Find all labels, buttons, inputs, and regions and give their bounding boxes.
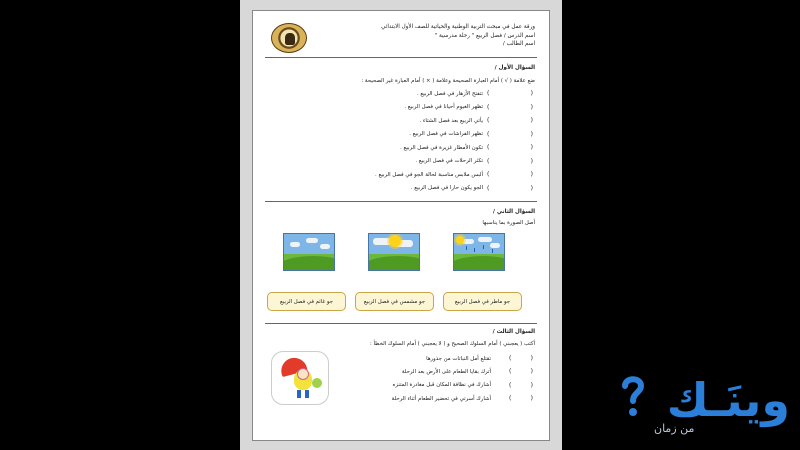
sunny-scene-image[interactable] [283,233,335,271]
list-item: ( ) أشارك أسرتي في تحضير الطعام أثناء الرحلة [391,395,533,403]
answer-brackets[interactable]: ( ) [487,144,533,152]
answer-brackets[interactable]: ( ) [487,117,533,125]
school-emblem-icon [271,23,307,53]
answer-brackets[interactable]: ( ) [487,130,533,138]
answer-brackets[interactable]: ( ) [509,368,533,376]
weather-pictures [253,233,549,273]
header-lesson: اسم الدرس / فصل الربيع " رحلة مدرسية " [434,32,535,39]
divider [265,323,537,324]
answer-brackets[interactable]: ( ) [487,184,533,192]
label-box-sunny[interactable]: جو مشمس في فصل الربيع [355,292,434,311]
list-item: ( ) تقتلع أمل النباتات من جذورها [426,355,533,363]
list-item: ( ) ألبس ملابس مناسبة لحالة الجو في فصل الربيع . [375,171,533,179]
answer-brackets[interactable]: ( ) [509,355,533,363]
logo-tagline: من زمان [654,422,695,435]
logo-wordmark: وينَـك [666,373,790,427]
worksheet-header [335,23,535,49]
list-item: ( ) تكثر الرحلات في فصل الربيع . [415,157,533,165]
list-item: ( ) تكون الأمطار غزيرة في فصل الربيع . [400,144,533,152]
question-mark-icon [622,374,644,418]
answer-brackets[interactable]: ( ) [487,157,533,165]
q2-instruction: أصل الصورة بما يناسبها [482,220,535,226]
list-item: ( ) يأتي الربيع بعد فصل الشتاء . [419,117,533,125]
answer-brackets[interactable]: ( ) [487,103,533,111]
header-student: اسم الطالب / [502,41,535,47]
site-logo [622,372,794,442]
q3-instruction: أكتب ( يعجبني ) أمام السلوك الصحيح و ( لا يعجبني ) أمام السلوك الخطأ : [370,341,535,347]
divider [265,57,537,58]
q1-instruction: ضع علامة ( √ ) أمام العبارة الصحيحة وعلامة ( × ) أمام العبارة غير الصحيحة : [361,78,535,84]
answer-brackets[interactable]: ( ) [509,381,533,389]
umbrella-child-illustration [271,351,329,405]
q2-title: السؤال الثاني / [492,209,535,215]
cloudy-scene-image[interactable] [368,233,420,271]
worksheet-paper [252,10,550,441]
list-item: ( ) الجو يكون حارا في فصل الربيع . [410,184,533,192]
list-item: ( ) أترك بقايا الطعام على الأرض بعد الرحلة [401,368,533,376]
header-line-1: ورقة عمل في مبحث التربية الوطنية والحياتية للصف الأول الابتدائي [381,24,535,30]
list-item: ( ) تظهر الغيوم أحيانا في فصل الربيع . [404,103,533,111]
worksheet-page [240,0,562,450]
weather-labels [253,292,549,312]
q3-list [323,352,533,405]
answer-brackets[interactable]: ( ) [487,171,533,179]
answer-brackets[interactable]: ( ) [509,395,533,403]
q1-title: السؤال الأول / [494,65,535,71]
q1-list [283,87,533,195]
label-box-rainy[interactable]: جو ماطر في فصل الربيع [443,292,522,311]
list-item: ( ) تتفتح الأزهار في فصل الربيع . [416,90,533,98]
list-item: ( ) أشارك في نظافة المكان قبل مغادرة المتنزه [392,381,533,389]
q3-title: السؤال الثالث / [492,329,535,335]
rainy-scene-image[interactable] [453,233,505,271]
list-item: ( ) تظهر الفراشات في فصل الربيع . [409,130,533,138]
answer-brackets[interactable]: ( ) [487,90,533,98]
label-box-cloudy[interactable]: جو غائم في فصل الربيع [267,292,346,311]
divider [265,201,537,202]
